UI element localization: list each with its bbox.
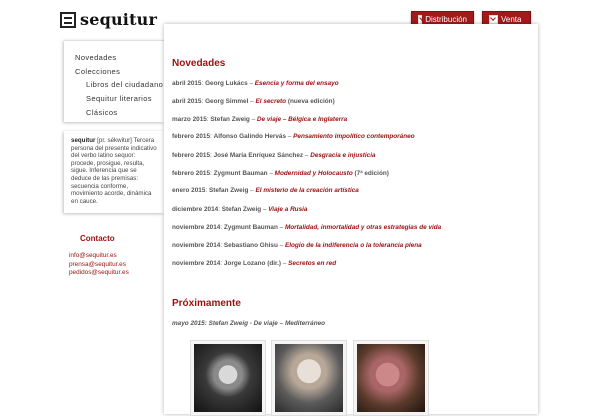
news-title-link[interactable]: Pensamiento impolítico contemporáneo: [293, 133, 415, 140]
portrait-image: [194, 344, 262, 412]
nav-item-clasicos[interactable]: Clásicos: [86, 108, 118, 117]
logo-text: sequitur: [80, 10, 158, 29]
news-title-link[interactable]: El secreto: [255, 98, 287, 105]
portrait-image: [275, 344, 343, 412]
contact-email-prensa[interactable]: prensa@sequitur.es: [69, 261, 126, 268]
author-photo[interactable]: [190, 340, 266, 416]
distribucion-label: Distribución: [425, 15, 467, 24]
upcoming-line: mayo 2015: Stefan Zweig - De viaje – Mediterráneo: [172, 320, 326, 327]
news-item: marzo 2015: Stefan Zweig – De viaje – Bélgica e Inglaterra: [172, 116, 348, 123]
portrait-image: [357, 344, 425, 412]
news-title-link[interactable]: Secretos en red: [288, 260, 337, 267]
author-photo[interactable]: [271, 340, 347, 416]
arrow-box-icon: [489, 15, 498, 24]
news-item: noviembre 2014: Sebastiano Ghisu – Elogio de la indiferencia o la tolerancia plena: [172, 242, 422, 249]
definition-text: Tercera persona del presente indicativo del verbo latino sequor: procede, prosigue, resulta, sigue. Inferencia que se deduce de las premisas: secuencia conforme, movimiento acorde, dinámica en cauce.: [71, 137, 157, 205]
novedades-heading: Novedades: [172, 58, 226, 69]
news-title-link[interactable]: Esencia y forma del ensayo: [254, 80, 339, 87]
contact-email-pedidos[interactable]: pedidos@sequitur.es: [69, 269, 129, 276]
news-title-link[interactable]: Viaje a Rusia: [268, 206, 308, 213]
news-title-link[interactable]: Elogio de la indiferencia o la tolerancia plena: [284, 242, 422, 249]
news-item: abril 2015: Georg Lukács – Esencia y forma del ensayo: [172, 80, 339, 87]
news-item: abril 2015: Georg Simmel – El secreto (nueva edición): [172, 98, 335, 105]
nav-item-sequitur-literarios[interactable]: Sequitur literarios: [86, 94, 152, 103]
news-item: noviembre 2014: Zygmunt Bauman – Mortalidad, inmortalidad y otras estrategias de vida: [172, 224, 442, 231]
definition-box: [64, 131, 164, 213]
news-item: noviembre 2014: Jorge Lozano (dir.) – Secretos en red: [172, 260, 337, 267]
definition-term: sequitur: [71, 137, 96, 144]
venta-label: Venta: [501, 15, 522, 24]
news-item: enero 2015: Stefan Zweig – El misterio de la creación artística: [172, 187, 359, 194]
news-title-link[interactable]: De viaje – Bélgica e Inglaterra: [256, 116, 348, 123]
news-title-link[interactable]: El misterio de la creación artística: [255, 187, 359, 194]
main-content: [164, 24, 538, 414]
contact-title: Contacto: [80, 234, 115, 243]
author-photo[interactable]: [353, 340, 429, 416]
news-title-link[interactable]: Desgracia e injusticia: [310, 152, 376, 159]
news-title-link[interactable]: Modernidad y Holocausto: [274, 170, 353, 177]
sidebar-nav: [64, 40, 164, 122]
nav-item-colecciones[interactable]: Colecciones: [75, 67, 121, 76]
news-title-link[interactable]: Mortalidad, inmortalidad y otras estrategias de vida: [284, 224, 442, 231]
contact-email-info[interactable]: info@sequitur.es: [69, 252, 117, 259]
nav-item-novedades[interactable]: Novedades: [75, 53, 117, 62]
proximamente-heading: Próximamente: [172, 298, 241, 309]
news-item: diciembre 2014: Stefan Zweig – Viaje a Rusia: [172, 206, 308, 213]
news-item: febrero 2015: Zygmunt Bauman – Modernidad y Holocausto (7ª edición): [172, 170, 389, 177]
news-item: febrero 2015: Alfonso Galindo Hervás – Pensamiento impolítico contemporáneo: [172, 133, 415, 140]
arrow-box-icon: [418, 15, 422, 24]
nav-item-libros-del-ciudadano[interactable]: Libros del ciudadano: [86, 80, 164, 89]
news-item: febrero 2015: José María Enríquez Sánchez – Desgracia e injusticia: [172, 152, 376, 159]
definition-phonetic: [pr. sékwitur]: [97, 137, 132, 144]
logo-icon: [60, 12, 76, 28]
site-logo[interactable]: [60, 10, 157, 29]
